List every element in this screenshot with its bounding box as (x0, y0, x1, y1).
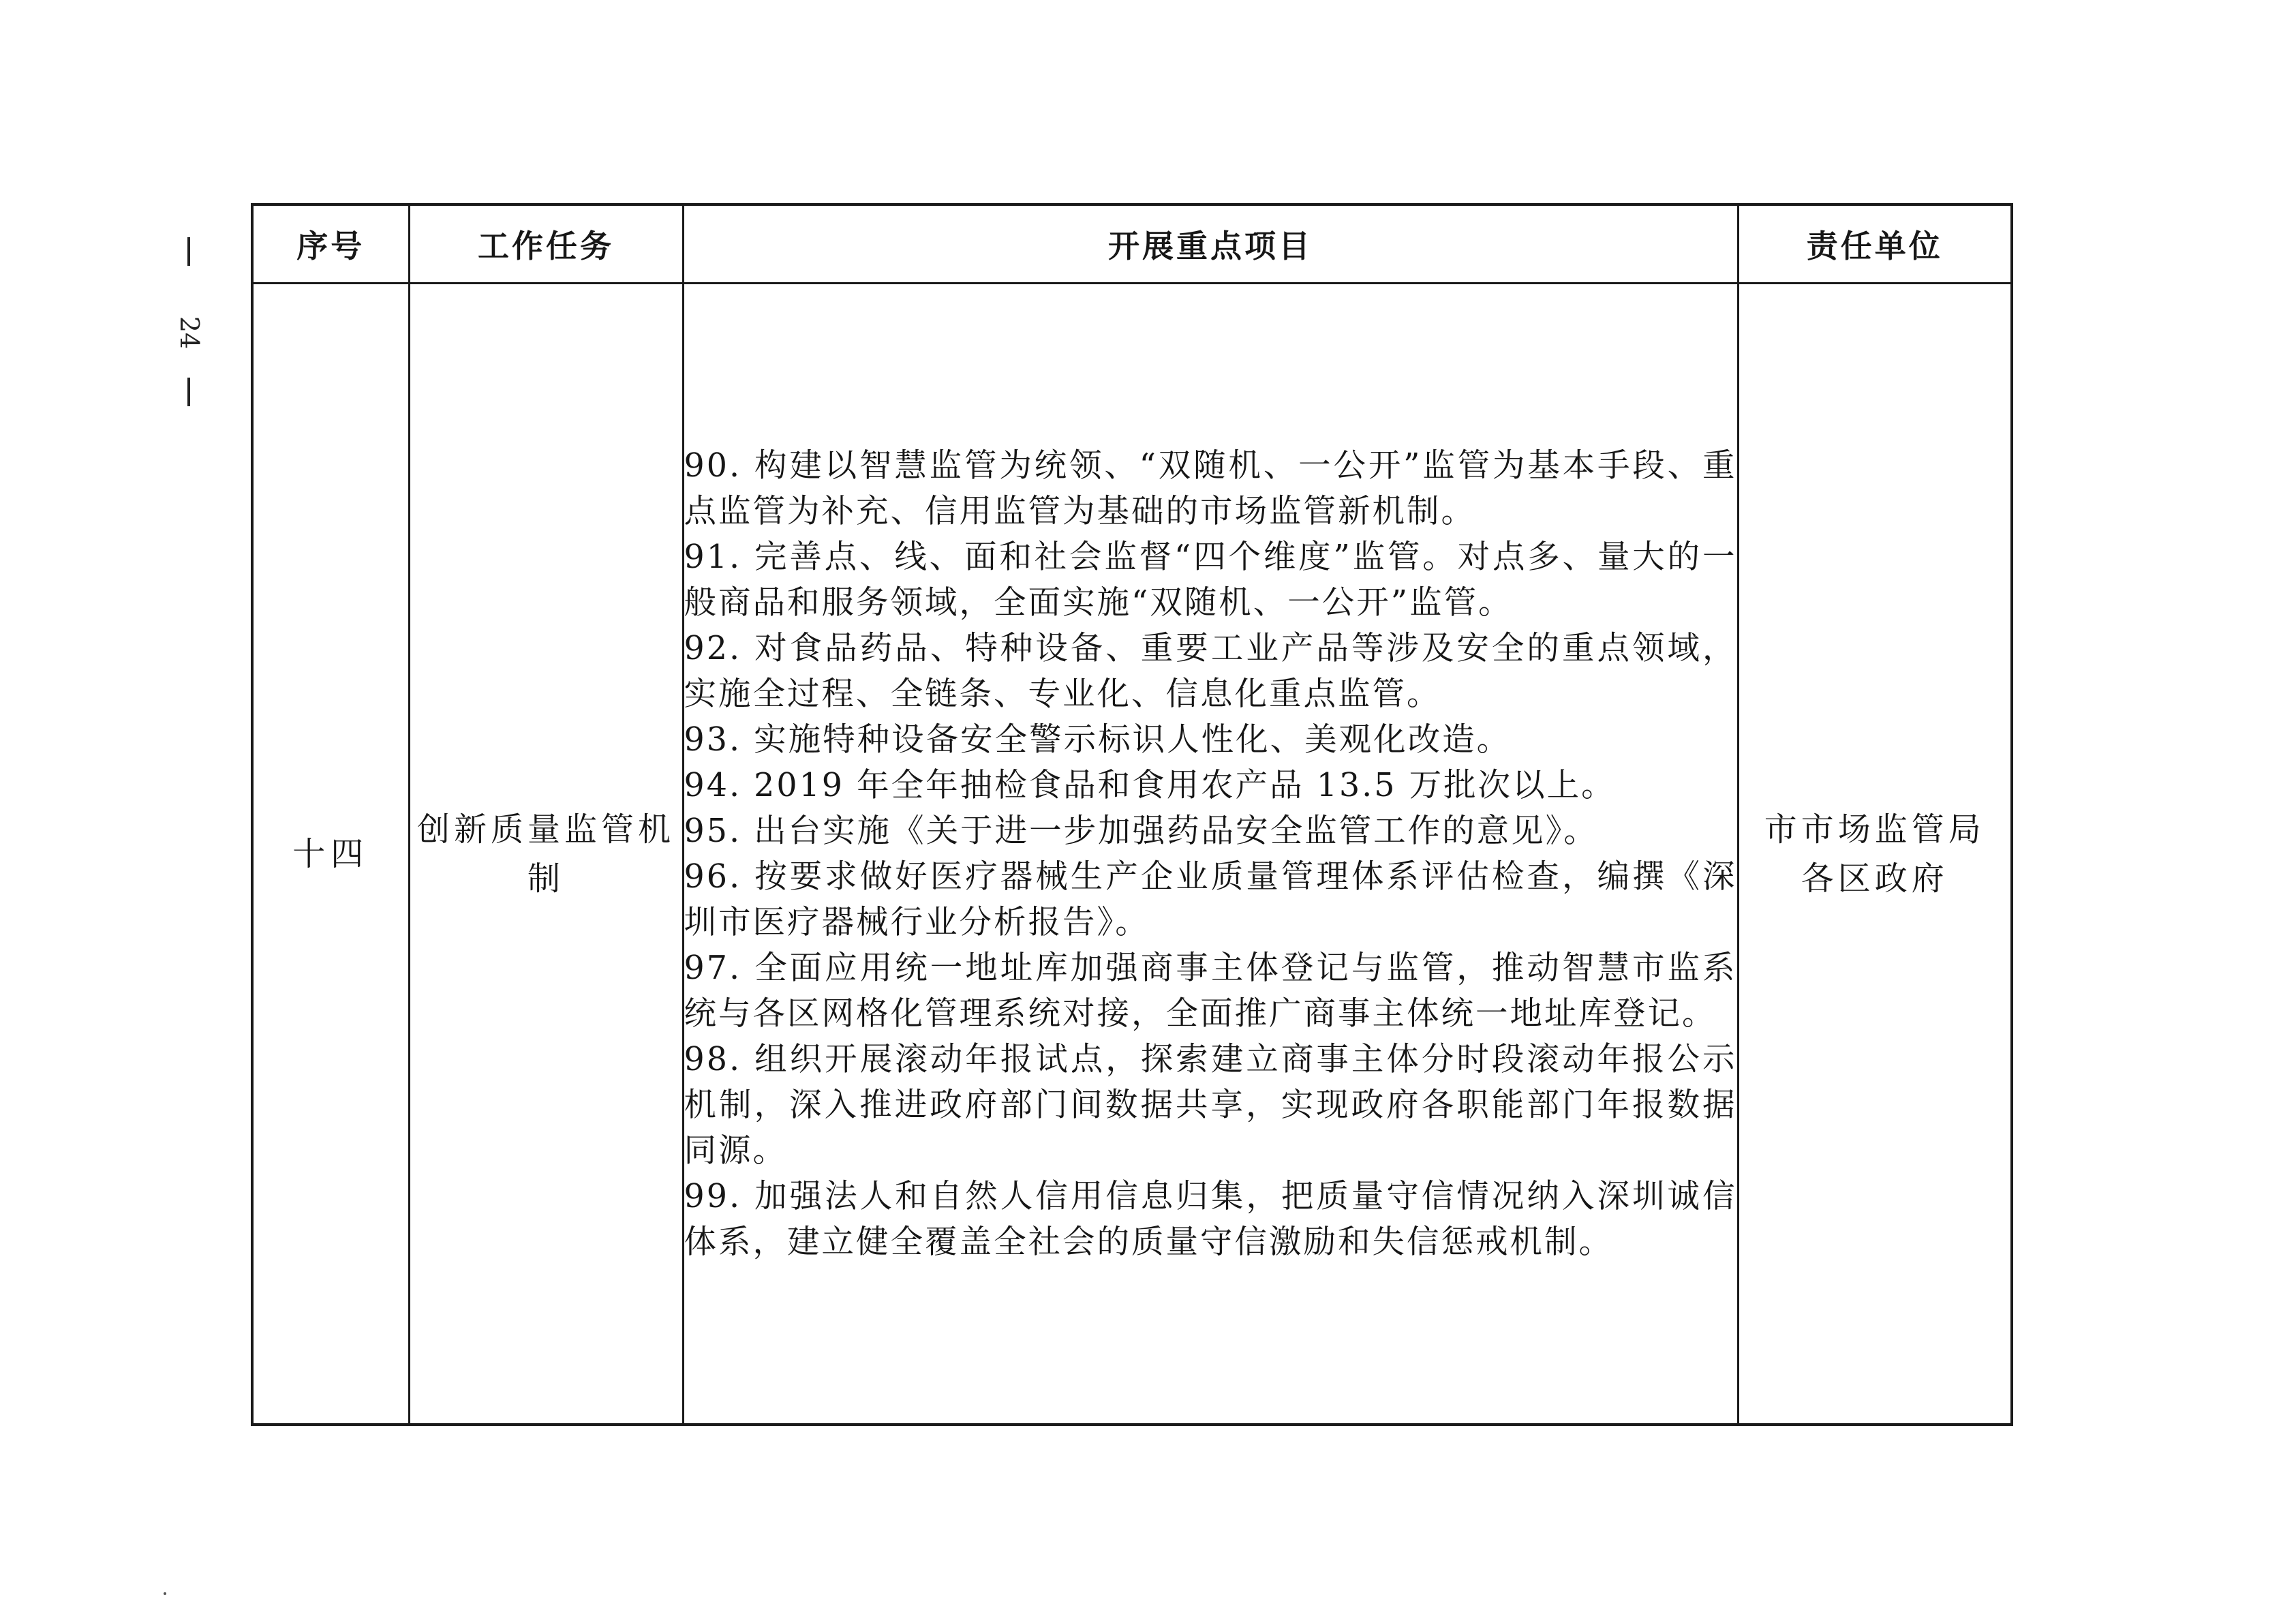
page-number-dash-bottom (187, 378, 190, 406)
list-item: 99. 加强法人和自然人信用信息归集，把质量守信情况纳入深圳诚信体系，建立健全覆盖全社会的质量守信激励和失信惩戒机制。 (684, 1177, 1737, 1261)
list-item: 98. 组织开展滚动年报试点，探索建立商事主体分时段滚动年报公示机制，深入推进政府部门间数据共享，实现政府各职能部门年报数据同源。 (684, 1040, 1737, 1170)
header-index: 序号 (252, 204, 409, 284)
page-number-dash-top (187, 237, 190, 266)
row-index: 十四 (252, 284, 409, 1425)
unit-line: 各区政府 (1801, 859, 1948, 898)
work-plan-table (251, 203, 2013, 1426)
list-item: 96. 按要求做好医疗器械生产企业质量管理体系评估检查，编撰《深圳市医疗器械行业分析报告》。 (684, 857, 1737, 941)
list-item: 95. 出台实施《关于进一步加强药品安全监管工作的意见》。 (684, 812, 1598, 850)
scan-speck (164, 1592, 166, 1595)
table-header-row (252, 204, 2012, 284)
list-item: 90. 构建以智慧监管为统领、“双随机、一公开”监管为基本手段、重点监管为补充、信用监管为基础的市场监管新机制。 (684, 446, 1737, 530)
list-item: 93. 实施特种设备安全警示标识人性化、美观化改造。 (684, 720, 1512, 759)
row-items (683, 284, 1738, 1425)
row-unit (1738, 284, 2012, 1425)
list-item: 94. 2019 年全年抽检食品和食用农产品 13.5 万批次以上。 (684, 766, 1616, 804)
list-item: 92. 对食品药品、特种设备、重要工业产品等涉及安全的重点领域，实施全过程、全链条、专业化、信息化重点监管。 (684, 629, 1737, 713)
header-task: 工作任务 (409, 204, 683, 284)
table-row (252, 284, 2012, 1425)
list-item: 91. 完善点、线、面和社会监督“四个维度”监管。对点多、量大的一般商品和服务领域，全面实施“双随机、一公开”监管。 (684, 538, 1737, 622)
page-number-text: 24 (174, 316, 204, 350)
page-number (169, 237, 210, 408)
header-unit: 责任单位 (1738, 204, 2012, 284)
list-item: 97. 全面应用统一地址库加强商事主体登记与监管，推动智慧市监系统与各区网格化管理系统对接，全面推广商事主体统一地址库登记。 (684, 949, 1737, 1033)
row-task: 创新质量监管机制 (409, 284, 683, 1425)
unit-line: 市市场监管局 (1764, 810, 1985, 849)
header-items: 开展重点项目 (683, 204, 1738, 284)
